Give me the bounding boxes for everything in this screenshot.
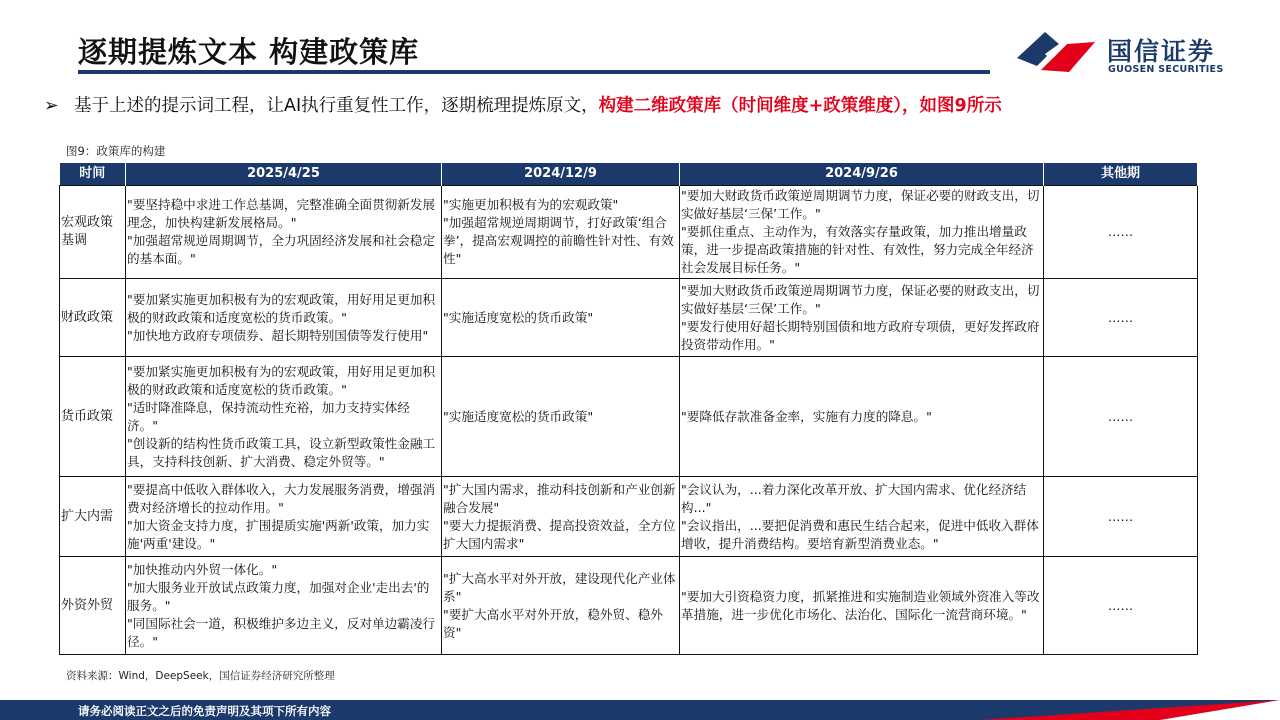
cell-other: ……	[1044, 477, 1198, 557]
header-other: 其他期	[1044, 163, 1198, 186]
cell-other: ……	[1044, 557, 1198, 655]
row-label: 财政政策	[60, 279, 126, 357]
cell-2025-4-25: "要提高中低收入群体收入，大力发展服务消费，增强消费对经济增长的拉动作用。" "加大资金支持力度，扩围提质实施'两新'政策，加力实施'两重'建设。"	[126, 477, 442, 557]
cell-2025-4-25: "要加紧实施更加积极有为的宏观政策，用好用足更加积极的财政政策和适度宽松的货币政策。" "加快地方政府专项债券、超长期特别国债等发行使用"	[126, 279, 442, 357]
cell-other: ……	[1044, 186, 1198, 279]
header-time: 时间	[60, 163, 126, 186]
cell-2025-4-25: "加快推动内外贸一体化。" "加大服务业开放试点政策力度，加强对企业'走出去'的服务。" "同国际社会一道，积极维护多边主义，反对单边霸凌行径。"	[126, 557, 442, 655]
bullet-point	[44, 92, 1002, 117]
row-label: 扩大内需	[60, 477, 126, 557]
footer-bar	[0, 700, 1280, 720]
cell-2024-9-26: "要加大财政货币政策逆周期调节力度，保证必要的财政支出，切实做好基层‘三保’工作。" "要发行使用好超长期特别国债和地方政府专项债，更好发挥政府投资带动作用。"	[680, 279, 1044, 357]
page-title: 逐期提炼文本 构建政策库	[78, 35, 420, 69]
cell-2025-4-25: "要加紧实施更加积极有为的宏观政策，用好用足更加积极的财政政策和适度宽松的货币政策。" "适时降准降息，保持流动性充裕，加力支持实体经济。" "创设新的结构性货币政策工具，设立新型政策性金融工具，支持科技创新、扩大消费、稳定外贸等。"	[126, 357, 442, 477]
guosen-logo-icon	[1015, 28, 1099, 78]
cell-2024-12-9: "扩大高水平对外开放，建设现代化产业体系" "要扩大高水平对外开放，稳外贸、稳外资"	[442, 557, 680, 655]
bullet-text: 基于上述的提示词工程，让AI执行重复性工作，逐期梳理提炼原文，	[74, 96, 599, 116]
cell-2024-12-9: "实施更加积极有为的宏观政策" "加强超常规逆周期调节，打好政策‘组合拳’，提高宏观调控的前瞻性针对性、有效性"	[442, 186, 680, 279]
bullet-arrow-icon: ➢	[44, 96, 59, 116]
source-note: 资料来源：Wind，DeepSeek，国信证券经济研究所整理	[66, 670, 335, 682]
logo-text-en: GUOSEN SECURITIES	[1108, 64, 1224, 75]
header-2024-9-26: 2024/9/26	[680, 163, 1044, 186]
cell-2024-9-26: "要加大引资稳资力度，抓紧推进和实施制造业领域外资准入等改革措施，进一步优化市场化、法治化、国际化一流营商环境。"	[680, 557, 1044, 655]
bullet-highlight: 构建二维政策库（时间维度+政策维度），如图9所示	[598, 96, 1002, 116]
cell-2024-9-26: "会议认为，...着力深化改革开放、扩大国内需求、优化经济结构..." "会议指出，...要把促消费和惠民生结合起来，促进中低收入群体增收，提升消费结构。要培育新型消费业态。"	[680, 477, 1044, 557]
footer-disclaimer: 请务必阅读正文之后的免责声明及其项下所有内容	[78, 704, 331, 718]
table-row	[60, 557, 1198, 655]
row-label: 宏观政策基调	[60, 186, 126, 279]
cell-2024-12-9: "实施适度宽松的货币政策"	[442, 279, 680, 357]
footer-accent-white	[1160, 700, 1280, 720]
cell-other: ……	[1044, 357, 1198, 477]
cell-2024-9-26: "要加大财政货币政策逆周期调节力度，保证必要的财政支出，切实做好基层‘三保’工作。" "要抓住重点、主动作为，有效落实存量政策，加力推出增量政策，进一步提高政策措施的针对性、有效性，努力完成全年经济社会发展目标任务。"	[680, 186, 1044, 279]
cell-2024-9-26: "要降低存款准备金率，实施有力度的降息。"	[680, 357, 1044, 477]
figure-caption: 图9：政策库的构建	[66, 144, 166, 158]
table-header-row	[60, 163, 1198, 186]
logo-text-cn: 国信证券	[1107, 37, 1216, 66]
guosen-logo	[1015, 28, 1225, 80]
table-row	[60, 279, 1198, 357]
policy-table	[59, 163, 1198, 655]
header-2025-4-25: 2025/4/25	[126, 163, 442, 186]
row-label: 外资外贸	[60, 557, 126, 655]
table-row	[60, 357, 1198, 477]
table-row	[60, 186, 1198, 279]
title-divider	[78, 70, 990, 74]
cell-2025-4-25: "要坚持稳中求进工作总基调，完整准确全面贯彻新发展理念，加快构建新发展格局。" "加强超常规逆周期调节，全力巩固经济发展和社会稳定的基本面。"	[126, 186, 442, 279]
cell-2024-12-9: "实施适度宽松的货币政策"	[442, 357, 680, 477]
table-row	[60, 477, 1198, 557]
header-2024-12-9: 2024/12/9	[442, 163, 680, 186]
cell-other: ……	[1044, 279, 1198, 357]
row-label: 货币政策	[60, 357, 126, 477]
cell-2024-12-9: "扩大国内需求，推动科技创新和产业创新融合发展" "要大力提振消费、提高投资效益，全方位扩大国内需求"	[442, 477, 680, 557]
